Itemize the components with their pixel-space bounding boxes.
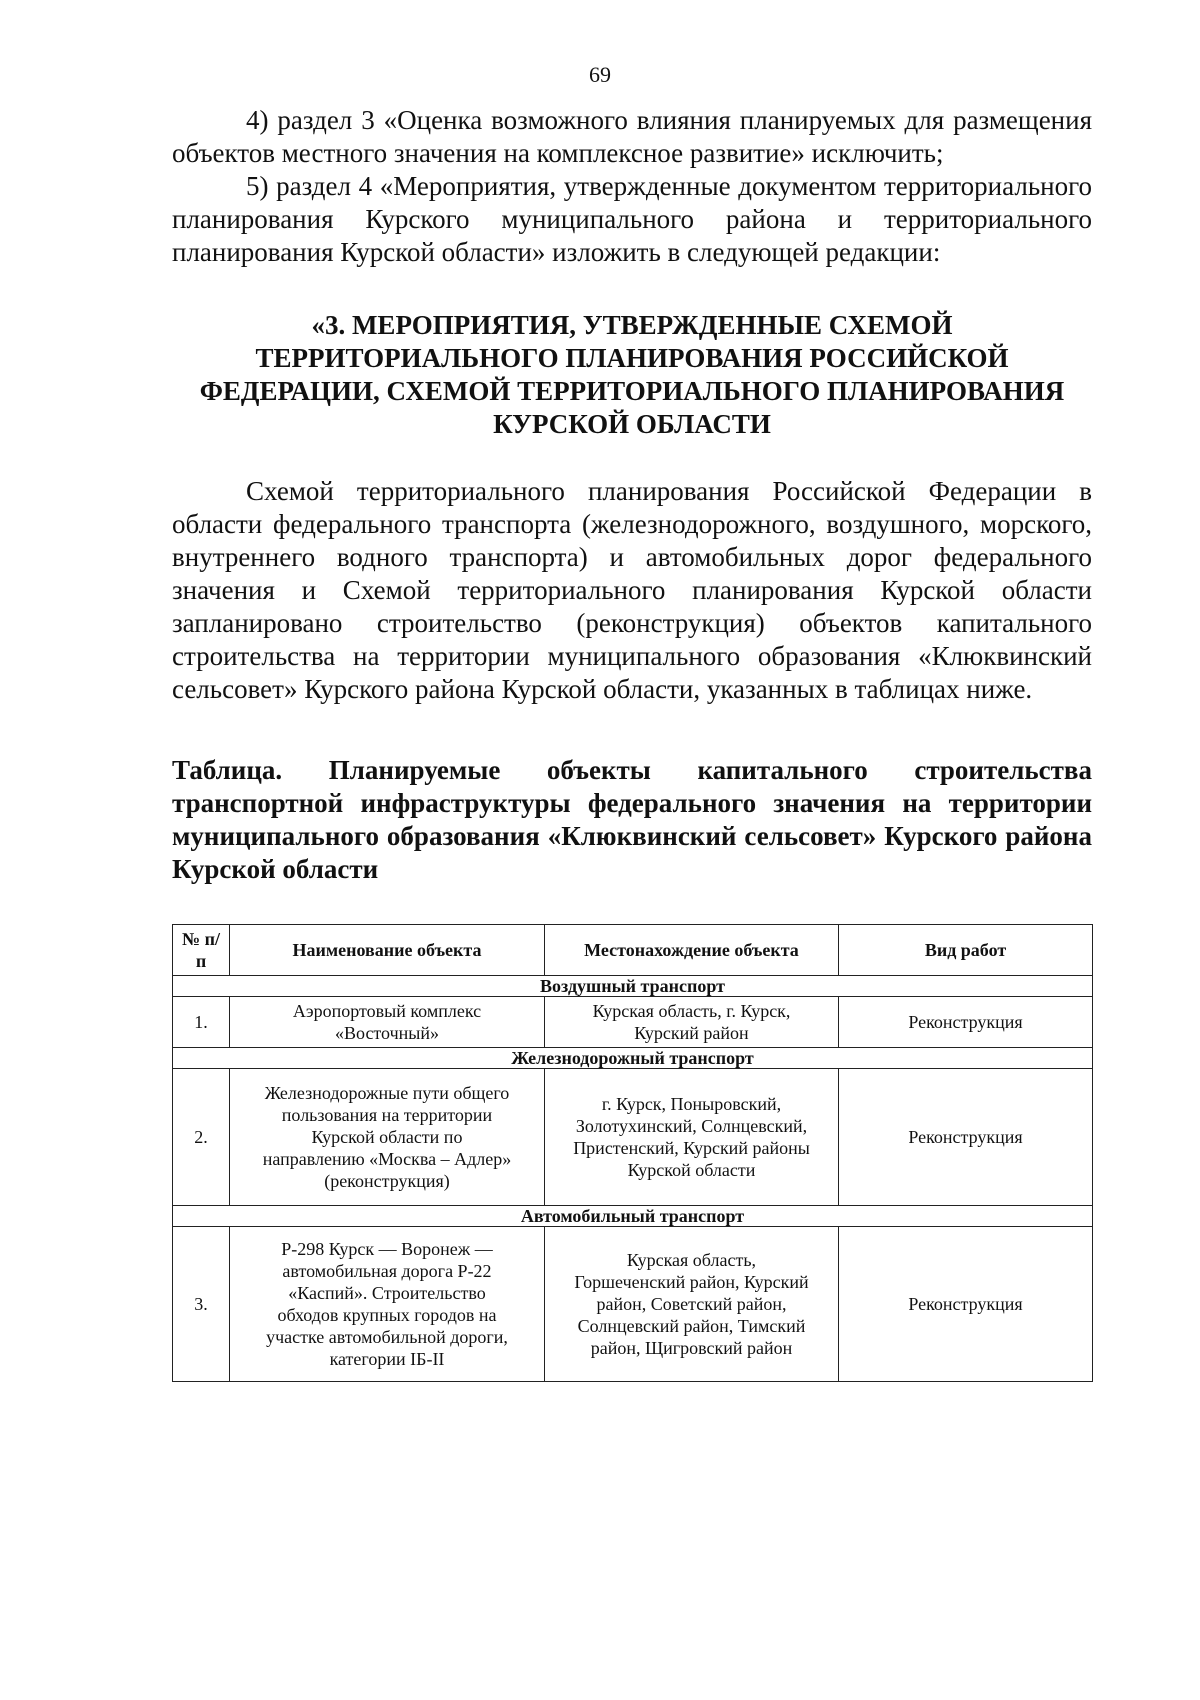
row-num: 1. [173,997,230,1048]
table-header-row [173,925,1093,976]
section-row-road [173,1206,1093,1227]
table-row [173,1227,1093,1382]
table-row [173,1069,1093,1206]
page-number: 69 [589,62,611,87]
row-name: Железнодорожные пути общего пользования на территории Курской области по направлению «Москва – Адлер» (реконструкция) [230,1069,545,1206]
header-location: Местонахождение объекта [545,925,839,976]
row-work: Реконструкция [839,1069,1093,1206]
row-location: г. Курск, Поныровский, Золотухинский, Солнцевский, Пристенский, Курский районы Курской области [545,1069,839,1206]
row-num: 3. [173,1227,230,1382]
row-name: Аэропортовый комплекс «Восточный» [230,997,545,1048]
section-road-label: Автомобильный транспорт [173,1206,1093,1227]
section-row-rail [173,1048,1093,1069]
item-5-paragraph: 5) раздел 4 «Мероприятия, утвержденные документом территориального планирования Курского муниципального района и территориального планирования Курской области» изложить в следующей редакции: [172,171,1092,267]
section-air-label: Воздушный транспорт [173,976,1093,997]
section-heading: «3. МЕРОПРИЯТИЯ, УТВЕРЖДЕННЫЕ СХЕМОЙ ТЕРРИТОРИАЛЬНОГО ПЛАНИРОВАНИЯ РОССИЙСКОЙ ФЕДЕРАЦИИ, СХЕМОЙ ТЕРРИТОРИАЛЬНОГО ПЛАНИРОВАНИЯ КУРСКОЙ ОБЛАСТИ [199,310,1065,439]
row-location: Курская область, г. Курск, Курский район [545,997,839,1048]
row-num: 2. [173,1069,230,1206]
section-rail-label: Железнодорожный транспорт [173,1048,1093,1069]
page-content [172,104,1092,1382]
row-work: Реконструкция [839,997,1093,1048]
header-work: Вид работ [839,925,1093,976]
objects-table [172,924,1093,1382]
row-name: Р-298 Курск — Воронеж — автомобильная дорога Р-22 «Каспий». Строительство обходов крупных городов на участке автомобильной дороги, категории IБ-II [230,1227,545,1382]
row-work: Реконструкция [839,1227,1093,1382]
header-name: Наименование объекта [230,925,545,976]
table-title: Таблица. Планируемые объекты капитального строительства транспортной инфраструктуры федерального значения на территории муниципального образования «Клюквинский сельсовет» Курского района Курской области [172,755,1092,884]
body-paragraph: Схемой территориального планирования Российской Федерации в области федерального транспорта (железнодорожного, воздушного, морского, внутреннего водного транспорта) и автомобильных дорог федерального значения и Схемой территориального планирования Курской области запланировано строительство (реконструкция) объектов капитального строительства на территории муниципального образования «Клюквинский сельсовет» Курского района Курской области, указанных в таблицах ниже. [172,476,1092,704]
header-num: № п/п [173,925,230,976]
section-row-air [173,976,1093,997]
item-4-paragraph: 4) раздел 3 «Оценка возможного влияния планируемых для размещения объектов местного значения на комплексное развитие» исключить; [172,105,1092,168]
table-row [173,997,1093,1048]
row-location: Курская область, Горшеченский район, Курский район, Советский район, Солнцевский район, Тимский район, Щигровский район [545,1227,839,1382]
